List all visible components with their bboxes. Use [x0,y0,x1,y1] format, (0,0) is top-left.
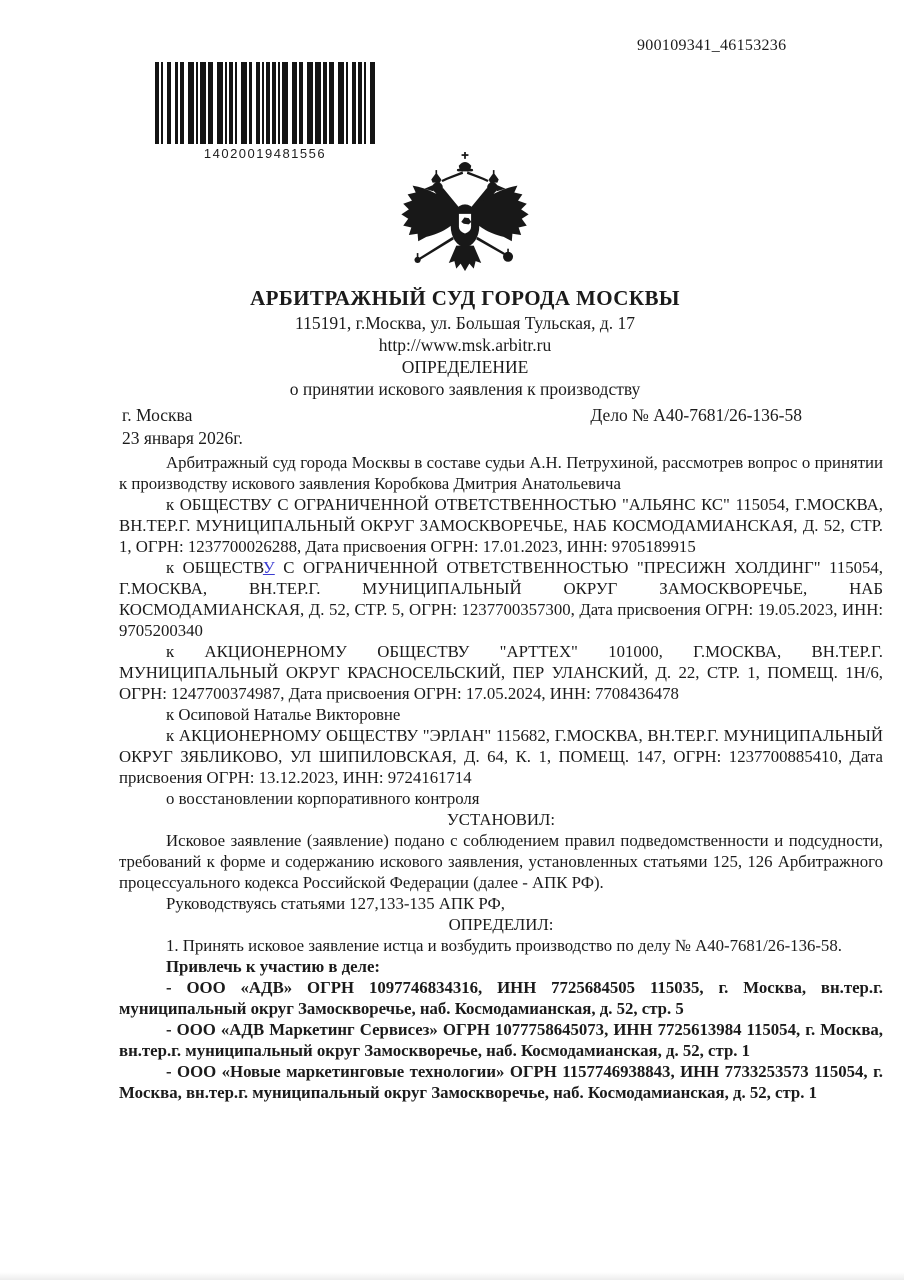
paragraph-claim-subject: о восстановлении корпоративного контроля [166,789,480,808]
paragraph-party-3: - ООО «Новые маркетинговые технологии» ОГРН 1157746938843, ИНН 7733253573 115054, г. Москва, вн.тер.г. муниципальный округ Замоскворечье, наб. Космодамианская, д. 52, стр. 1 [119,1062,883,1102]
defendant-2-link-char[interactable]: У [262,558,275,577]
paragraph-guided-by: Руководствуясь статьями 127,133-135 АПК РФ, [166,894,505,913]
defendant-2-text-pre: к ОБЩЕСТВ [166,558,263,577]
barcode [155,62,375,161]
paragraph-defendant-1: к ОБЩЕСТВУ С ОГРАНИЧЕННОЙ ОТВЕТСТВЕННОСТЬЮ "АЛЬЯНС КС" 115054, Г.МОСКВА, ВН.ТЕР.Г. МУНИЦИПАЛЬНЫЙ ОКРУГ ЗАМОСКВОРЕЧЬЕ, НАБ КОСМОДАМИАНСКАЯ, Д. 52, СТР. 1, ОГРН: 1237700026288, Дата присвоения ОГРН: 17.01.2023, ИНН: 9705189915 [119,495,883,556]
case-number: Дело № А40-7681/26-136-58 [590,405,802,425]
paragraph-defendant-2 [119,557,883,641]
coat-of-arms-icon [390,152,540,283]
document-id: 900109341_46153236 [637,37,787,54]
document-type-heading: ОПРЕДЕЛЕНИЕ [401,357,529,377]
court-name: АРБИТРАЖНЫЙ СУД ГОРОДА МОСКВЫ [250,286,680,310]
page-bottom-shadow [0,1272,904,1280]
paragraph-party-1: - ООО «АДВ» ОГРН 1097746834316, ИНН 7725684505 115035, г. Москва, вн.тер.г. муниципальный округ Замоскворечье, наб. Космодамианская, д. 52, стр. 5 [119,978,883,1018]
opredelil-heading: ОПРЕДЕЛИЛ: [448,915,554,934]
defendant-2-text-post: С ОГРАНИЧЕННОЙ ОТВЕТСТВЕННОСТЬЮ "ПРЕСИЖН ХОЛДИНГ" 115054, Г.МОСКВА, ВН.ТЕР.Г. МУНИЦИПАЛЬНЫЙ ОКРУГ ЗАМОСКВОРЕЧЬЕ, НАБ КОСМОДАМИАНСКАЯ, Д. 52, СТР. 5, ОГРН: 1237700357300, Дата присвоения ОГРН: 19.05.2023, ИНН: 9705200340 [119,558,883,640]
paragraph-party-2: - ООО «АДВ Маркетинг Сервисез» ОГРН 1077758645073, ИНН 7725613984 115054, г. Москва, вн.тер.г. муниципальный округ Замоскворечье, наб. Космодамианская, д. 52, стр. 1 [119,1020,883,1060]
case-date: 23 января 2026г. [122,428,243,448]
paragraph-defendant-3: к АКЦИОНЕРНОМУ ОБЩЕСТВУ "АРТТЕХ" 101000, Г.МОСКВА, ВН.ТЕР.Г. МУНИЦИПАЛЬНЫЙ ОКРУГ КРАСНОСЕЛЬСКИЙ, ПЕР УЛАНСКИЙ, Д. 22, СТР. 1, ПОМЕЩ. 1Н/6, ОГРН: 1247700374987, Дата присвоения ОГРН: 17.05.2024, ИНН: 7708436478 [119,642,883,703]
court-address: 115191, г.Москва, ул. Большая Тульская, д. 17 [295,313,635,333]
paragraph-ruling-1: 1. Принять исковое заявление истца и возбудить производство по делу № А40-7681/26-136-58. [166,936,842,955]
court-website: http://www.msk.arbitr.ru [378,335,552,355]
document-header [100,152,830,400]
paragraph-intro: Арбитражный суд города Москвы в составе судьи А.Н. Петрухиной, рассмотрев вопрос о принятии к производству искового заявления Коробкова Дмитрия Анатольевича [119,453,883,493]
paragraph-ustanovil-text: Исковое заявление (заявление) подано с соблюдением правил подведомственности и подсудности, требований к форме и содержанию искового заявления, установленных статьями 125, 126 Арбитражного процессуального кодекса Российской Федерации (далее - АПК РФ). [119,831,883,892]
ustanovil-heading: УСТАНОВИЛ: [446,810,556,829]
barcode-bars [155,62,375,144]
barcode-number: 14020019481556 [203,146,327,161]
paragraph-defendant-5: к АКЦИОНЕРНОМУ ОБЩЕСТВУ "ЭРЛАН" 115682, Г.МОСКВА, ВН.ТЕР.Г. МУНИЦИПАЛЬНЫЙ ОКРУГ ЗЯБЛИКОВО, УЛ ШИПИЛОВСКАЯ, Д. 64, К. 1, ПОМЕЩ. 147, ОГРН: 1237700885410, Дата присвоения ОГРН: 13.12.2023, ИНН: 9724161714 [119,726,883,787]
document-body [119,452,883,1103]
paragraph-involve-heading: Привлечь к участию в деле: [166,957,381,976]
paragraph-defendant-4: к Осиповой Наталье Викторовне [166,705,401,724]
case-info-row [122,404,802,426]
case-city: г. Москва [122,405,193,425]
document-subtitle: о принятии искового заявления к производству [289,379,641,399]
